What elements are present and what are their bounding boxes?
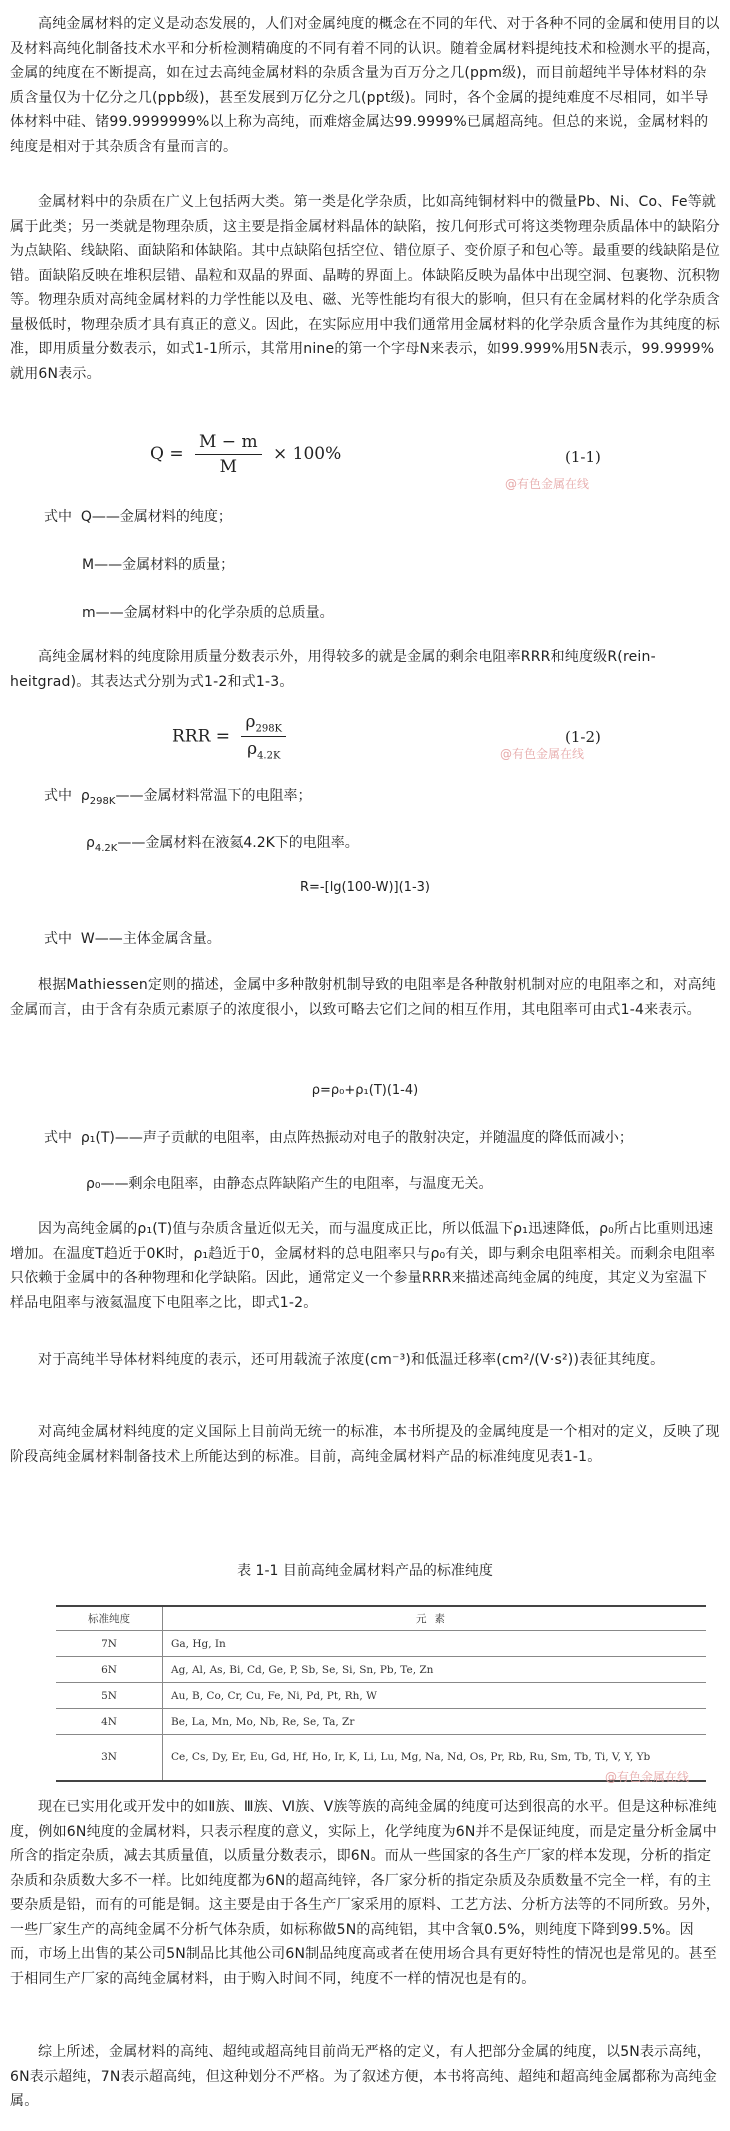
watermark: @有色金属在线	[505, 477, 590, 491]
paragraph-1: 高纯金属材料的定义是动态发展的，人们对金属纯度的概念在不同的年代、对于各种不同的金属和使用目的以及材料高纯化制备技术水平和分析检测精确度的不同有着不同的认识。随着金属材料提纯技术和检测水平的提高，金属的纯度在不断提高，如在过去高纯金属材料的杂质含量为百万分之几(ppm级)，而目前超纯半导体材料的杂质含量仅为十亿分之几(ppb级)，甚至发展到万亿分之几(ppt级)。同时，各个金属的提纯难度不尽相同，如半导体材料中硅、锗99.9999999%以上称为高纯，而难熔金属达99.9999%已属超高纯。但总的来说，金属材料的纯度是相对于其杂质含有量而言的。	[10, 16, 720, 155]
cell-elements: Au, B, Co, Cr, Cu, Fe, Ni, Pd, Pt, Rh, W	[163, 1683, 707, 1709]
cell-elements: Ce, Cs, Dy, Er, Eu, Gd, Hf, Ho, Ir, K, Li, Lu, Mg, Na, Nd, Os, Pr, Rb, Ru, Sm, Tb, Ti, V, Y, Yb	[163, 1735, 707, 1781]
eq1-numerator: M − m	[195, 432, 262, 455]
rho298-sub: 298K	[89, 795, 116, 807]
table-row	[56, 1709, 706, 1735]
eq2-number: (1-2)	[565, 728, 601, 746]
cell-grade: 7N	[56, 1631, 163, 1657]
paragraph-4: 根据Mathiessen定则的描述，金属中多种散射机制导致的电阻率是各种散射机制对应的电阻率之和，对高纯金属而言，由于含有杂质元素原子的浓度很小，以致可略去它们之间的相互作用，其电阻率可由式1-4来表示。	[10, 977, 716, 1018]
eq4-def-rho1	[44, 1127, 714, 1149]
equation-1-2	[172, 712, 292, 762]
eq2-den-symbol: ρ	[247, 739, 258, 760]
cell-grade: 6N	[56, 1657, 163, 1683]
eq2-def-rho298	[44, 785, 311, 813]
eq1-rhs: × 100%	[273, 444, 342, 464]
watermark: @有色金属在线	[605, 1770, 690, 1784]
eq1-def-M: M——金属材料的质量；	[82, 557, 235, 573]
cell-grade: 3N	[56, 1735, 163, 1781]
eq2-def-rho42	[86, 832, 359, 860]
equation-1-3: R=-[lg(100-W)](1-3)	[300, 880, 430, 895]
eq1-def-m: m——金属材料中的化学杂质的总质量。	[82, 605, 334, 621]
table-row	[56, 1631, 706, 1657]
paragraph-3: 高纯金属材料的纯度除用质量分数表示外，用得较多的就是金属的剩余电阻率RRR和纯度级R(rein-heitgrad)。其表达式分别为式1-2和式1-3。	[10, 649, 656, 690]
purity-table	[56, 1605, 706, 1782]
eq2-lhs: RRR =	[172, 726, 231, 747]
equation-1-1	[150, 432, 341, 477]
def-q-text: Q——金属材料的纯度；	[80, 509, 232, 525]
equation-1-4: ρ=ρ₀+ρ₁(T)(1-4)	[311, 1083, 419, 1098]
eq1-lhs: Q =	[150, 444, 184, 464]
paragraph-2: 金属材料中的杂质在广义上包括两大类。第一类是化学杂质，比如高纯铜材料中的微量Pb、Ni、Co、Fe等就属于此类；另一类就是物理杂质，这主要是指金属材料晶体的缺陷，按几何形式可将这类物理杂质晶体中的缺陷分为点缺陷、线缺陷、面缺陷和体缺陷。其中点缺陷包括空位、错位原子、变价原子和包心等。最重要的线缺陷是位错。面缺陷反映在堆积层错、晶粒和双晶的界面、晶畴的界面上。体缺陷反映为晶体中出现空洞、包裹物、沉积物等。物理杂质对高纯金属材料的力学性能以及电、磁、光等性能均有很大的影响，但只有在金属材料的化学杂质含量极低时，物理杂质才具有真正的意义。因此，在实际应用中我们通常用金属材料的化学杂质含量作为其纯度的标准，即用质量分数表示，如式1-1所示，其常用nine的第一个字母N来表示，如99.999%用5N表示，99.9999%就用6N表示。	[10, 194, 720, 382]
eq2-num-sub: 298K	[255, 723, 283, 735]
paragraph-9: 综上所述，金属材料的高纯、超纯或超高纯目前尚无严格的定义，有人把部分金属的纯度，以5N表示高纯，6N表示超纯，7N表示超高纯，但这种划分不严格。为了叙述方便，本书将高纯、超纯和超高纯金属都称为高纯金属。	[10, 2044, 717, 2109]
def-lead: 式中	[44, 1130, 72, 1146]
eq2-denominator	[241, 737, 286, 761]
rho42-sub: 4.2K	[94, 842, 118, 854]
header-elements: 元素	[163, 1606, 707, 1631]
eq1-def-q	[44, 506, 232, 528]
rho298-text: ——金属材料常温下的电阻率；	[115, 788, 312, 804]
eq2-fraction	[241, 712, 286, 762]
header-grade: 标准纯度	[56, 1606, 163, 1631]
eq2-den-sub: 4.2K	[257, 750, 281, 762]
rho42-text: ——金属材料在液氦4.2K下的电阻率。	[117, 835, 359, 851]
cell-elements: Be, La, Mn, Mo, Nb, Re, Se, Ta, Zr	[163, 1709, 707, 1735]
cell-grade: 4N	[56, 1709, 163, 1735]
watermark: @有色金属在线	[500, 747, 585, 761]
paragraph-8: 现在已实用化或开发中的如Ⅱ族、Ⅲ族、Ⅵ族、Ⅴ族等族的高纯金属的纯度可达到很高的水平。但是这种标准纯度，例如6N纯度的金属材料，只表示程度的意义，实际上，化学纯度为6N并不是保证纯度，而是定量分析金属中所含的指定杂质，减去其质量值，以质量分数表示，即6N。而从一些国家的各生产厂家的样本发现，分析的指定杂质和杂质数大多不一样。比如纯度都为6N的超高纯锌，各厂家分析的指定杂质及杂质数量不完全一样，有的主要杂质是铅，而有的可能是铜。这主要是由于各生产厂家采用的原料、工艺方法、分析方法等的不同所致。另外，一些厂家生产的高纯金属不分析气体杂质，如标称做5N的高纯铝，其中含氧0.5%，则纯度下降到99.5%。因而，市场上出售的某公司5N制品比其他公司6N制品纯度高或者在使用场合具有更好特性的情况也是常见的。甚至于相同生产厂家的高纯金属材料，由于购入时间不同，纯度不一样的情况也是有的。	[10, 1799, 720, 1987]
def-lead: 式中	[44, 931, 72, 947]
cell-elements: Ga, Hg, In	[163, 1631, 707, 1657]
eq2-num-symbol: ρ	[245, 712, 256, 732]
def-rho1-text: ρ₁(T)——声子贡献的电阻率，由点阵热振动对电子的散射决定，并随温度的降低而减小；	[80, 1130, 633, 1146]
eq4-def-rho0: ρ₀——剩余电阻率，由静态点阵缺陷产生的电阻率，与温度无关。	[86, 1176, 493, 1192]
paragraph-7: 对高纯金属材料纯度的定义国际上目前尚无统一的标准，本书所提及的金属纯度是一个相对的定义，反映了现阶段高纯金属材料制备技术上所能达到的标准。目前，高纯金属材料产品的标准纯度见表1-1。	[10, 1424, 720, 1465]
cell-grade: 5N	[56, 1683, 163, 1709]
table-row	[56, 1683, 706, 1709]
eq3-def-w	[44, 928, 221, 950]
eq1-denominator: M	[219, 457, 237, 477]
def-lead: 式中	[44, 788, 72, 804]
table-row	[56, 1657, 706, 1683]
table-caption: 表 1-1 目前高纯金属材料产品的标准纯度	[237, 1563, 493, 1579]
def-w-text: W——主体金属含量。	[80, 931, 221, 947]
eq1-fraction	[195, 432, 262, 477]
cell-elements: Ag, Al, As, Bi, Cd, Ge, P, Sb, Se, Si, Sn, Pb, Te, Zn	[163, 1657, 707, 1683]
rho298-symbol: ρ	[80, 788, 90, 804]
eq1-number: (1-1)	[565, 448, 601, 466]
eq2-numerator	[241, 712, 286, 737]
table-header-row	[56, 1606, 706, 1631]
rho42-symbol: ρ	[86, 835, 95, 851]
paragraph-6: 对于高纯半导体材料纯度的表示，还可用载流子浓度(cm⁻³)和低温迁移率(cm²/(V·s²))表征其纯度。	[38, 1352, 665, 1368]
paragraph-5: 因为高纯金属的ρ₁(T)值与杂质含量近似无关，而与温度成正比，所以低温下ρ₁迅速降低，ρ₀所占比重则迅速增加。在温度T趋近于0K时，ρ₁趋近于0，金属材料的总电阻率只与ρ₀有关，即与剩余电阻率相关。而剩余电阻率只依赖于金属中的各种物理和化学缺陷。因此，通常定义一个参量RRR来描述高纯金属的纯度，其定义为室温下样品电阻率与液氦温度下电阻率之比，即式1-2。	[10, 1221, 716, 1311]
def-lead: 式中	[44, 509, 72, 525]
